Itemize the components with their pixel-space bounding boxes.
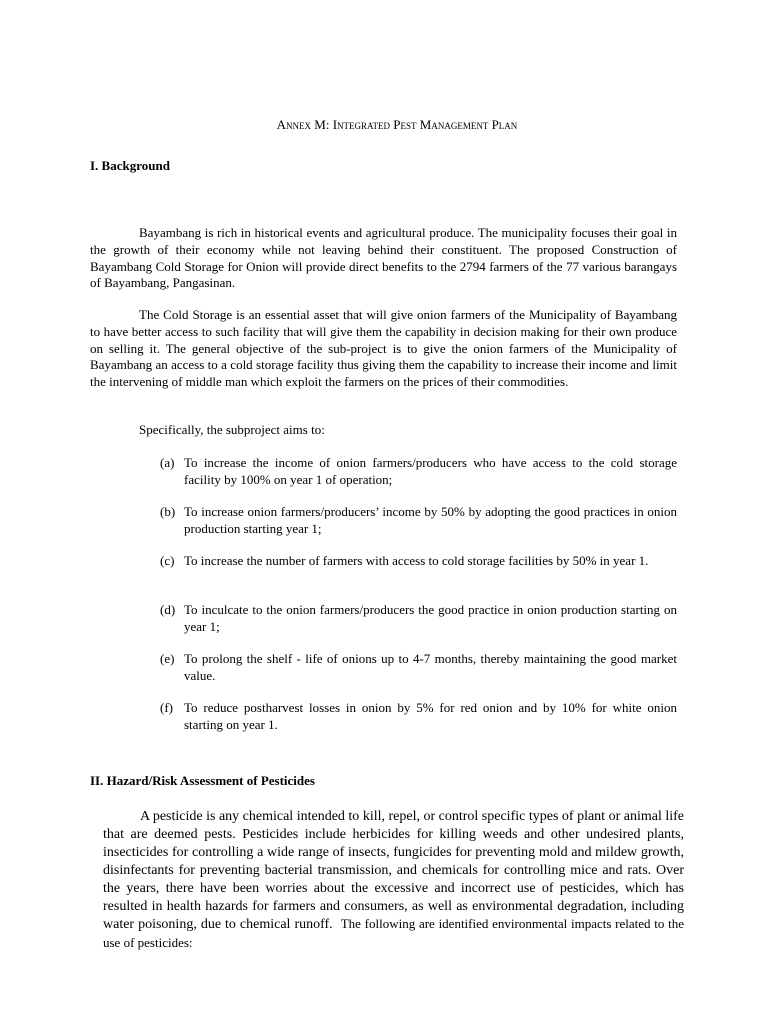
section-heading-hazard: II. Hazard/Risk Assessment of Pesticides: [90, 773, 315, 788]
aim-marker: (f): [160, 700, 173, 715]
aim-text: To prolong the shelf - life of onions up to 4-7 months, thereby maintaining the good market value.: [184, 651, 677, 683]
background-paragraph-2: The Cold Storage is an essential asset that will give onion farmers of the Municipality of Bayambang to have better access to such facility that will give them the capability in decision making for their own produce on selling it. The general objective of the sub-project is to give the onion farmers of the Municipality of Bayambang an access to a cold storage facility thus giving them the capability to increase their income and limit the intervening of middle man which exploit the farmers on the prices of their commodities.: [90, 307, 677, 390]
aim-item-a: [160, 455, 677, 488]
aim-marker: (b): [160, 504, 176, 519]
aim-text: To increase the income of onion farmers/producers who have access to the cold storage facility by 100% on year 1 of operation;: [184, 455, 677, 487]
hazard-paragraph: [103, 808, 684, 953]
hazard-paragraph-tail: The following are identified environmental impacts related to the use of pesticides:: [103, 916, 685, 951]
section-heading-background: I. Background: [90, 158, 170, 173]
aim-item-d: [160, 602, 677, 635]
aim-text: To increase the number of farmers with access to cold storage facilities by 50% in year 1.: [184, 553, 649, 568]
aim-text: To increase onion farmers/producers’ income by 50% by adopting the good practices in onion production starting year 1;: [184, 504, 677, 536]
hazard-paragraph-main: A pesticide is any chemical intended to kill, repel, or control specific types of plant or animal life that are deemed pests. Pesticides include herbicides for killing weeds and other undesired plants, insecticides for controlling a wide range of insects, fungicides for preventing mold and mildew growth, disinfectants for preventing bacterial transmission, and chemicals for controlling mice and rats. Over the years, there have been worries about the excessive and incorrect use of pesticides, which has resulted in health hazards for farmers and consumers, as well as environmental degradation, including water poisoning, due to chemical runoff.: [103, 809, 684, 933]
aim-marker: (d): [160, 602, 176, 617]
aim-item-c: [160, 553, 677, 570]
aim-item-f: [160, 700, 677, 733]
aim-text: To inculcate to the onion farmers/producers the good practice in onion production starting on year 1;: [184, 602, 677, 634]
background-paragraph-1: Bayambang is rich in historical events and agricultural produce. The municipality focuses their goal in the growth of their economy while not leaving behind their constituent. The proposed Construction of Bayambang Cold Storage for Onion will provide direct benefits to the 2794 farmers of the 77 various barangays of Bayambang, Pangasinan.: [90, 225, 677, 291]
aim-marker: (a): [160, 455, 175, 470]
aim-marker: (e): [160, 651, 175, 666]
aim-text: To reduce postharvest losses in onion by 5% for red onion and by 10% for white onion starting on year 1.: [184, 700, 677, 732]
aims-intro: Specifically, the subproject aims to:: [139, 422, 325, 437]
aim-marker: (c): [160, 553, 175, 568]
document-title: Annex M: Integrated Pest Management Plan: [276, 116, 518, 132]
aim-item-b: [160, 504, 677, 537]
aim-item-e: [160, 651, 677, 684]
